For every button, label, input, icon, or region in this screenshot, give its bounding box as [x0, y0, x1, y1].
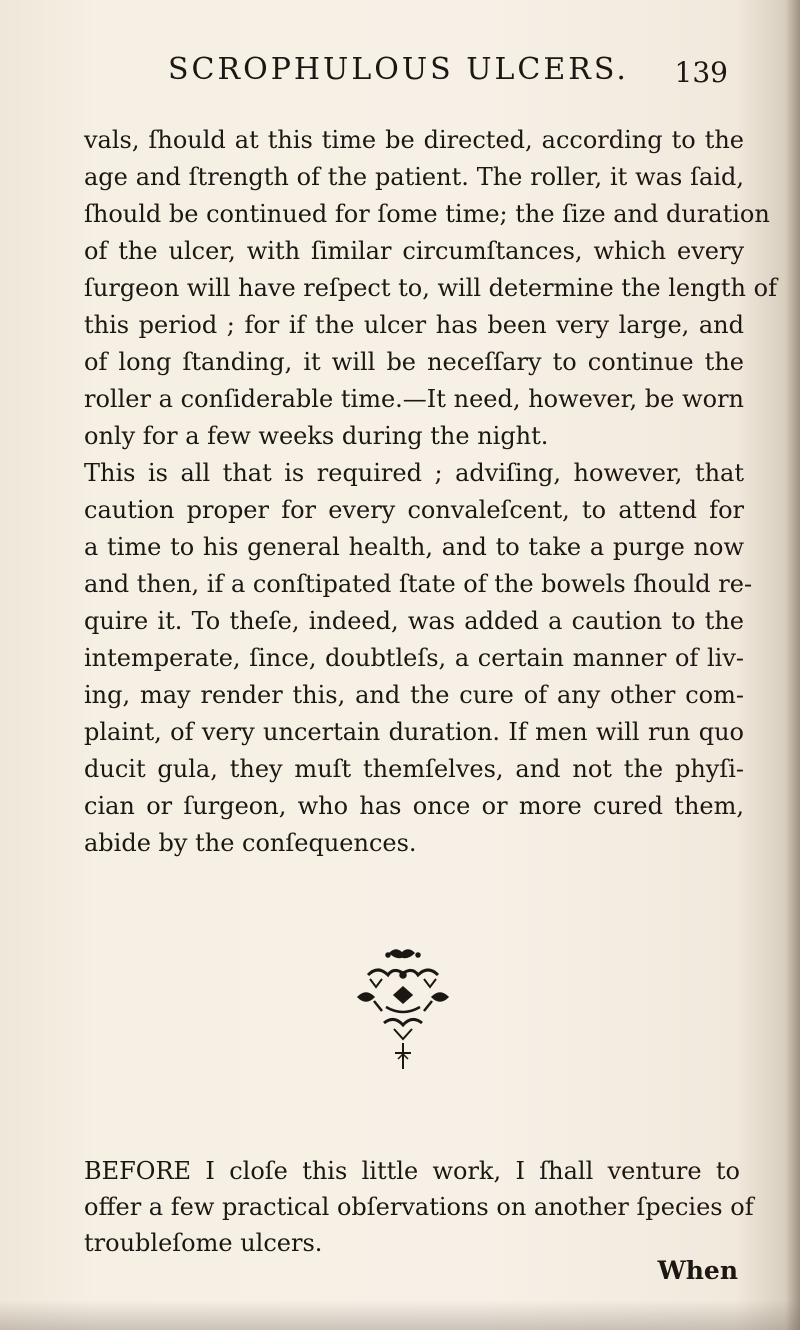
text-line: ducit gula, they muſt themſelves, and not the phyſi-: [84, 755, 744, 783]
page-edge-shadow: [786, 0, 800, 1330]
page-bottom-shadow: [0, 1300, 800, 1330]
text-line: only for a few weeks during the night.: [84, 422, 549, 450]
text-line: plaint, of very uncertain duration. If men will run quo: [84, 718, 744, 746]
text-line: This is all that is required ; adviſing, however, that: [84, 459, 744, 487]
closing-section: [84, 1153, 754, 1261]
text-line: roller a conſiderable time.—It need, however, be worn: [84, 385, 744, 413]
text-line: offer a few practical obſervations on another ſpecies of: [84, 1193, 754, 1221]
text-line: of the ulcer, with ſimilar circumſtances, which every: [84, 237, 744, 265]
text-line: BEFORE I cloſe this little work, I ſhall venture to: [84, 1157, 740, 1185]
text-line: troubleſome ulcers.: [84, 1229, 323, 1257]
text-line: vals, ſhould at this time be directed, according to the: [84, 126, 744, 154]
text-line: ſurgeon will have reſpect to, will determine the length of: [84, 274, 777, 302]
page-number: 139: [674, 56, 728, 89]
text-line: this period ; for if the ulcer has been very large, and: [84, 311, 744, 339]
running-head: SCROPHULOUS ULCERS.: [168, 52, 629, 87]
page-header: [168, 52, 728, 100]
catchword: When: [657, 1256, 738, 1285]
text-line: and then, if a conſtipated ſtate of the bowels ſhould re-: [84, 570, 753, 598]
paragraph-2: [84, 455, 753, 862]
text-line: a time to his general health, and to take a purge now: [84, 533, 744, 561]
fleuron-ornament-icon: [328, 945, 478, 1075]
text-line: cian or ſurgeon, who has once or more cured them,: [84, 792, 744, 820]
text-line: quire it. To theſe, indeed, was added a caution to the: [84, 607, 744, 635]
text-line: of long ſtanding, it will be neceſſary to continue the: [84, 348, 744, 376]
text-line: intemperate, ſince, doubtleſs, a certain manner of liv-: [84, 644, 744, 672]
text-line: caution proper for every convaleſcent, to attend for: [84, 496, 744, 524]
text-line: ſhould be continued for ſome time; the ſize and duration: [84, 200, 770, 228]
text-line: age and ſtrength of the patient. The roller, it was ſaid,: [84, 163, 744, 191]
body-text: [84, 122, 777, 862]
paragraph-1: [84, 122, 777, 455]
text-line: ing, may render this, and the cure of any other com-: [84, 681, 744, 709]
text-line: abide by the conſequences.: [84, 829, 417, 857]
